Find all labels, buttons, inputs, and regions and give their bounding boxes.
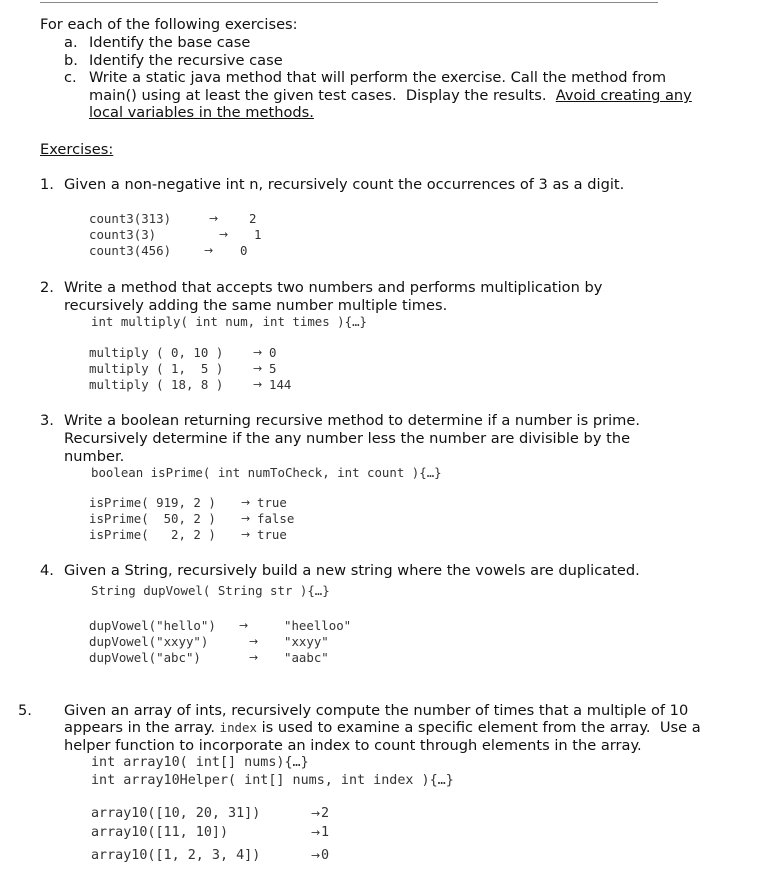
intro-marker-c: c. [64,69,77,86]
arrow-icon: → [241,528,251,541]
example-call: array10([10, 20, 31]) [91,806,261,821]
arrow-icon: → [253,346,263,359]
example-call: multiply ( 1, 5 ) [89,361,224,376]
example-row [89,361,291,377]
exercise-2-text-line2: recursively adding the same number multiple times. [64,297,448,314]
exercise-4-signature: String dupVowel( String str ){…} [91,583,330,598]
example-result: false [257,511,295,526]
example-call: multiply ( 0, 10 ) [89,345,224,360]
example-result: 0 [240,243,248,258]
exercise-5-example-row [91,806,329,821]
exercise-4-number: 4. [40,562,54,579]
exercise-5-text-line2b: is used to examine a specific element from the array. Use a [256,719,701,736]
example-result: 144 [269,377,292,392]
intro-item-c-line2 [89,87,692,104]
arrow-icon: → [311,826,321,839]
example-call: isPrime( 50, 2 ) [89,511,216,526]
example-call: multiply ( 18, 8 ) [89,377,224,392]
example-result: "xxyy" [284,634,329,649]
example-call: count3(313) [89,211,172,226]
exercise-5-signature-2: int array10Helper( int[] nums, int index ){…} [91,773,454,788]
example-call: dupVowel("hello") [89,618,216,633]
example-result: 0 [321,848,330,863]
exercise-2-examples [89,345,291,393]
example-call: dupVowel("abc") [89,650,201,665]
exercise-4-examples [89,618,351,666]
arrow-icon: → [249,635,259,648]
exercise-3-examples [89,495,294,543]
example-row [89,243,261,259]
example-row [89,618,351,634]
example-result: "aabc" [284,650,329,665]
intro-item-c-line1: Write a static java method that will perform the exercise. Call the method from [89,69,667,86]
arrow-icon: → [249,651,259,664]
exercise-5-text-line2 [64,719,701,736]
exercise-3-number: 3. [40,412,54,429]
exercise-3-text-line3: number. [64,448,125,465]
example-call: array10([11, 10]) [91,825,229,840]
arrow-icon: → [241,496,251,509]
arrow-icon: → [204,244,214,257]
exercise-3-text-line2: Recursively determine if the any number less the number are divisible by the [64,430,631,447]
arrow-icon: → [311,849,321,862]
example-result: true [257,495,287,510]
example-row [89,377,291,393]
arrow-icon: → [239,619,249,632]
arrow-icon: → [253,362,263,375]
exercise-5-text-line2a: appears in the array. [64,719,220,736]
example-row [89,495,294,511]
arrow-icon: → [209,212,219,225]
exercise-2-number: 2. [40,279,54,296]
intro-marker-b: b. [64,52,78,69]
exercise-5-example-row [91,848,329,863]
arrow-icon: → [311,807,321,820]
example-call: count3(3) [89,227,157,242]
exercise-5-signature-1: int array10( int[] nums){…} [91,755,309,770]
example-row [89,227,261,243]
intro-marker-a: a. [64,34,78,51]
exercise-5-text-line3: helper function to incorporate an index to count through elements in the array. [64,737,642,754]
intro-heading: For each of the following exercises: [40,16,298,33]
example-result: "heelloo" [284,618,352,633]
example-row [89,345,291,361]
example-call: isPrime( 2, 2 ) [89,527,216,542]
example-result: 1 [254,227,262,242]
exercise-5-text-line1: Given an array of ints, recursively compute the number of times that a multiple of 10 [64,702,689,719]
example-row [89,511,294,527]
exercise-3-signature: boolean isPrime( int numToCheck, int count ){…} [91,465,442,480]
exercises-heading: Exercises: [40,141,114,158]
exercise-5-number: 5. [18,702,32,719]
intro-item-c-line2-text: main() using at least the given test cases. Display the results. [89,87,556,104]
example-row [89,527,294,543]
arrow-icon: → [253,378,263,391]
exercise-3-text-line1: Write a boolean returning recursive method to determine if a number is prime. [64,412,640,429]
exercise-1-text: Given a non-negative int n, recursively count the occurrences of 3 as a digit. [64,176,625,193]
example-result: 2 [321,806,330,821]
example-call: dupVowel("xxyy") [89,634,209,649]
example-row [89,634,351,650]
intro-item-a: Identify the base case [89,34,251,51]
example-call: isPrime( 919, 2 ) [89,495,216,510]
exercise-5-example-row [91,825,329,840]
example-result: 2 [249,211,257,226]
exercise-1-number: 1. [40,176,54,193]
example-result: 0 [269,345,277,360]
exercise-1-examples [89,211,261,259]
example-call: array10([1, 2, 3, 4]) [91,848,261,863]
intro-item-c-emphasis: Avoid creating any [555,87,692,104]
exercise-2-signature: int multiply( int num, int times ){…} [91,314,368,329]
exercise-2-text-line1: Write a method that accepts two numbers and performs multiplication by [64,279,603,296]
arrow-icon: → [219,228,229,241]
top-rule [40,2,658,3]
example-result: true [257,527,287,542]
exercise-5-index-code: index [219,720,257,735]
intro-item-b: Identify the recursive case [89,52,283,69]
example-row [89,650,351,666]
intro-item-c-line3: local variables in the methods. [89,104,314,121]
example-result: 1 [321,825,330,840]
example-call: count3(456) [89,243,172,258]
arrow-icon: → [241,512,251,525]
example-result: 5 [269,361,277,376]
example-row [89,211,261,227]
exercise-4-text: Given a String, recursively build a new string where the vowels are duplicated. [64,562,640,579]
